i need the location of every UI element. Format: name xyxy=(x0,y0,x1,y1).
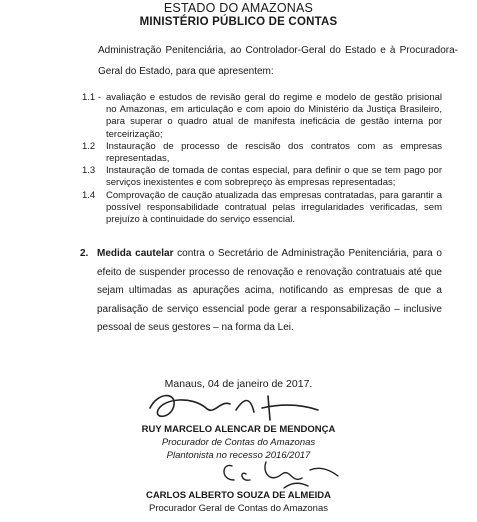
item-number: 1.4 xyxy=(82,189,96,201)
item-text: avaliação e estudos de revisão geral do regime e modelo de gestão prisional no Amazonas, em articulação e com apoio do Ministério da Justiça Brasileiro, para superar o quadro atual de manifesta ineficácia de gestão interna por terceirização; xyxy=(106,92,442,140)
signatory-1-note: Plantonista no recesso 2016/2017 xyxy=(166,450,311,461)
item-text: Instauração de tomada de contas especial, para definir o que se tem pago por serviços inexistentes e com sobrepreço às empresas representadas; xyxy=(106,165,442,189)
signature-2-stroke xyxy=(224,462,338,488)
measure-body xyxy=(80,245,442,338)
item-text: Instauração de processo de rescisão dos contratos com as empresas representadas, xyxy=(106,140,442,165)
header-ministry: MINISTÉRIO PÚBLICO DE CONTAS xyxy=(139,16,338,28)
list-item xyxy=(82,92,442,141)
list-item xyxy=(82,190,442,227)
item-number: 1.3 xyxy=(82,165,96,177)
signatory-1-name: RUY MARCELO ALENCAR DE MENDONÇA xyxy=(141,424,336,435)
signatory-2-role: Procurador Geral de Contas do Amazonas xyxy=(148,503,328,514)
list-item xyxy=(82,165,442,189)
request-list xyxy=(82,92,442,226)
signatory-1-role: Procurador de Contas do Amazonas xyxy=(161,437,316,448)
item-number: 1.2 xyxy=(82,140,96,152)
intro-paragraph: Administração Penitenciária, ao Controlador-Geral do Estado e à Procuradora-Geral do Estado, para que apresentem: xyxy=(98,45,458,77)
measure-number: 2. xyxy=(80,248,89,259)
signatory-2-name: CARLOS ALBERTO SOUZA DE ALMEIDA xyxy=(145,490,332,501)
date-line: Manaus, 04 de janeiro de 2017. xyxy=(164,378,313,390)
item-number: 1.1 - xyxy=(82,92,102,103)
item-text: Comprovação de caução atualizada das empresas contratadas, para garantir a possível responsabilidade contratual pelas irregularidades verificadas, sem prejuízo à continuidade do serviço essencial. xyxy=(106,189,442,226)
list-item xyxy=(82,141,442,165)
header-state: ESTADO DO AMAZONAS xyxy=(163,1,314,15)
measure-lead: Medida cautelar xyxy=(97,248,174,259)
signature-1-stroke xyxy=(150,396,318,420)
precautionary-measure xyxy=(80,245,442,338)
measure-text: contra o Secretário de Administração Penitenciária, para o efeito de suspender processo de renovação e renovação contratuais até que sejam ultimadas as apurações acima, notificando as empresas de que a paralisação de serviço essencial pode gerar a responsabilização – inclusive pessoal de seus gestores – na forma da Lei. xyxy=(97,248,442,334)
